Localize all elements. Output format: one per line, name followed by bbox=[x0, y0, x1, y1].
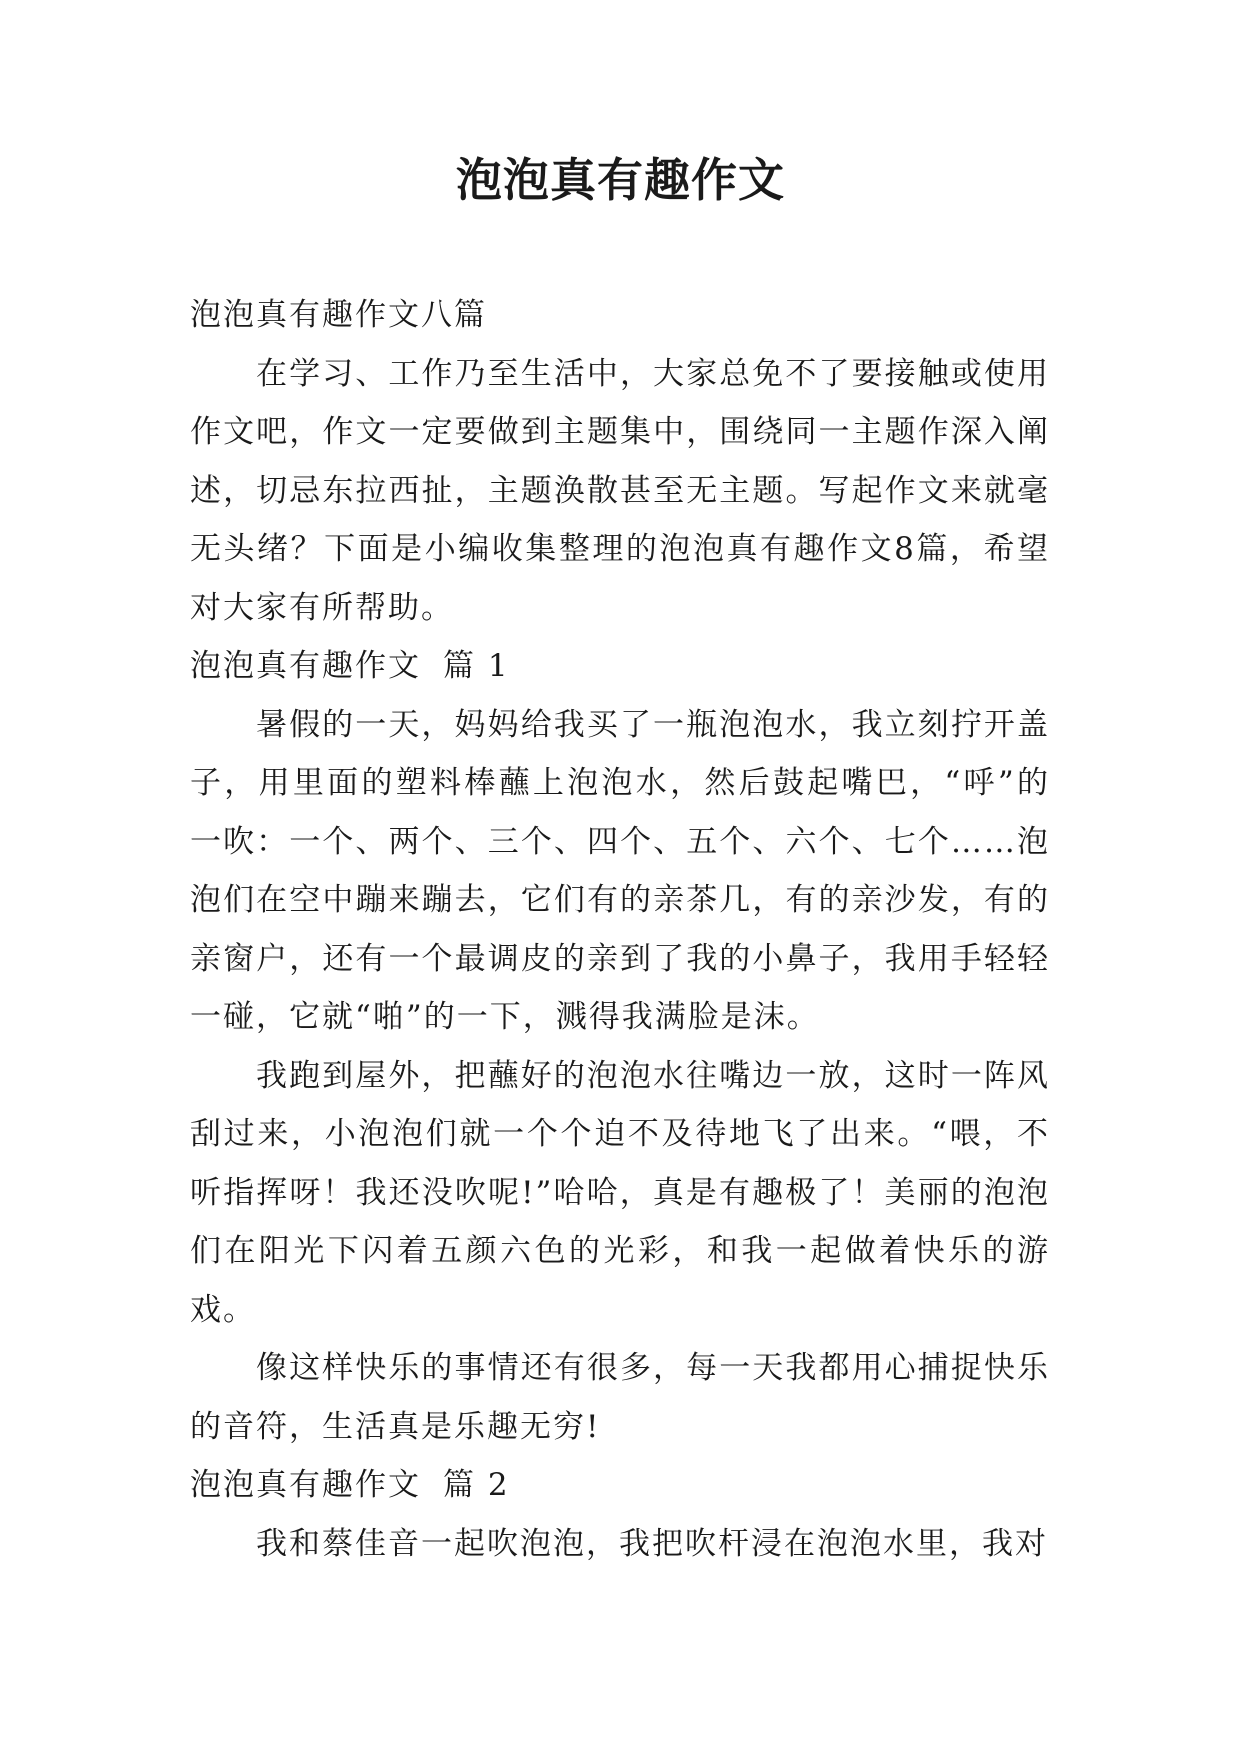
section-heading-text: 泡泡真有趣作文 bbox=[190, 1467, 421, 1503]
section-heading bbox=[190, 1456, 1050, 1515]
section-heading-text: 泡泡真有趣作文 bbox=[190, 648, 421, 684]
section-heading-number: 篇 2 bbox=[443, 1467, 510, 1503]
document-title: 泡泡真有趣作文 bbox=[456, 153, 785, 207]
intro-paragraph: 在学习、工作乃至生活中，大家总免不了要接触或使用作文吧，作文一定要做到主题集中，围绕同一主题作深入阐述，切忌东拉西扯，主题涣散甚至无主题。写起作文来就毫无头绪？下面是小编收集整理的泡泡真有趣作文8篇，希望对大家有所帮助。 bbox=[190, 355, 1050, 626]
section-heading-number: 篇 1 bbox=[443, 648, 510, 684]
paragraph: 暑假的一天，妈妈给我买了一瓶泡泡水，我立刻拧开盖子，用里面的塑料棒蘸上泡泡水，然后鼓起嘴巴，“呼”的一吹：一个、两个、三个、四个、五个、六个、七个……泡泡们在空中蹦来蹦去，它们有的亲茶几，有的亲沙发，有的亲窗户，还有一个最调皮的亲到了我的小鼻子，我用手轻轻一碰，它就“啪”的一下，溅得我满脸是沫。 bbox=[190, 706, 1050, 1035]
document-subtitle: 泡泡真有趣作文八篇 bbox=[190, 297, 487, 333]
paragraph: 我跑到屋外，把蘸好的泡泡水往嘴边一放，这时一阵风刮过来，小泡泡们就一个个迫不及待地飞了出来。“喂，不听指挥呀！我还没吹呢!”哈哈，真是有趣极了！美丽的泡泡们在阳光下闪着五颜六色的光彩，和我一起做着快乐的游戏。 bbox=[190, 1057, 1050, 1328]
document-body bbox=[190, 286, 1050, 1573]
section-heading bbox=[190, 637, 1050, 696]
paragraph: 我和蔡佳音一起吹泡泡，我把吹杆浸在泡泡水里，我对 bbox=[256, 1525, 1048, 1562]
paragraph: 像这样快乐的事情还有很多，每一天我都用心捕捉快乐的音符，生活真是乐趣无穷! bbox=[190, 1350, 1050, 1445]
